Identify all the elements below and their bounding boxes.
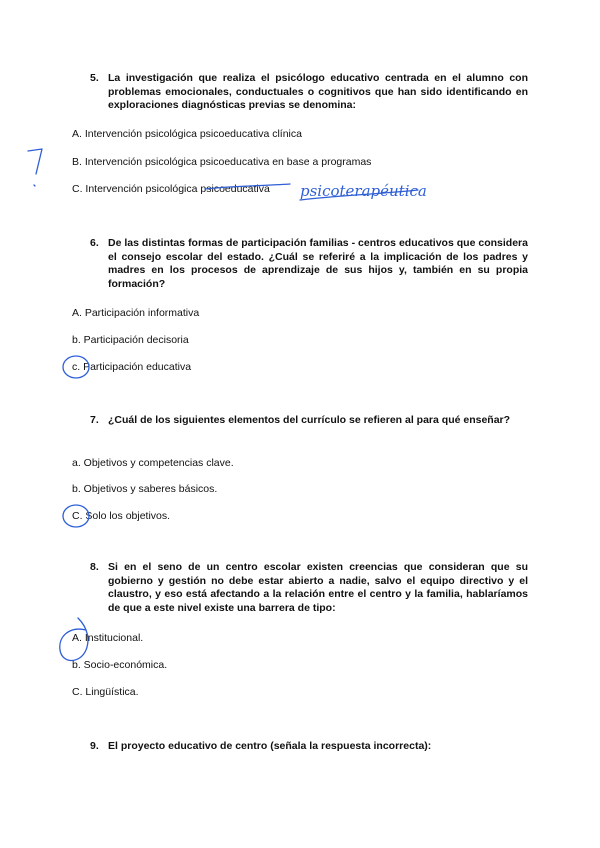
margin-number-7 <box>28 149 42 186</box>
option-5b[interactable]: B. Intervención psicológica psicoeducativa en base a programas <box>72 156 372 168</box>
question-number: 8. <box>90 561 99 573</box>
option-6b[interactable]: b. Participación decisoria <box>72 334 189 346</box>
question-number: 7. <box>90 414 99 426</box>
question-text: De las distintas formas de participación familias - centros educativos que considera el consejo escolar del estado. ¿Cuál se referiré a la implicación de los padres y madres en los procesos de aprendizaje de sus hijos y, también en su propia formación? <box>108 237 528 290</box>
option-7b[interactable]: b. Objetivos y saberes básicos. <box>72 483 218 495</box>
option-8b[interactable]: b. Socio-económica. <box>72 659 168 671</box>
question-5 <box>90 72 528 113</box>
question-text: Si en el seno de un centro escolar existen creencias que consideran que su gobierno y gestión no debe estar abierto a nadie, salvo el equipo directivo y el claustro, y eso está afectando a la relación entre el centro y la familia, hablaríamos de que a este nivel existe una barrera de tipo: <box>108 561 528 614</box>
question-text: ¿Cuál de los siguientes elementos del currículo se refieren al para qué enseñar? <box>108 414 511 426</box>
question-7 <box>90 414 528 428</box>
annotation-text: psicoterapéutica <box>300 182 427 200</box>
question-6 <box>90 237 528 291</box>
option-7a[interactable]: a. Objetivos y competencias clave. <box>72 457 234 469</box>
question-text: La investigación que realiza el psicólogo educativo centrada en el alumno con problemas emocionales, conductuales o cognitivos que han sido identificando en exploraciones diagnósticas previas se denomina: <box>108 72 528 112</box>
option-8a[interactable]: A. Institucional. <box>72 632 144 644</box>
question-number: 9. <box>90 740 99 752</box>
option-6a[interactable]: A. Participación informativa <box>72 307 200 319</box>
question-8 <box>90 561 528 615</box>
question-number: 5. <box>90 72 99 84</box>
option-5a[interactable]: A. Intervención psicológica psicoeducativa clínica <box>72 128 302 140</box>
option-5c[interactable]: C. Intervención psicológica psicoeducativa <box>72 183 270 195</box>
option-7c[interactable]: C. Solo los objetivos. <box>72 510 171 522</box>
question-9 <box>90 740 528 754</box>
option-8c[interactable]: C. Lingüística. <box>72 686 139 698</box>
question-text: El proyecto educativo de centro (señala la respuesta incorrecta): <box>108 740 432 752</box>
option-6c[interactable]: c. Participación educativa <box>72 361 192 373</box>
handwritten-annotation <box>300 182 427 200</box>
question-number: 6. <box>90 237 99 249</box>
